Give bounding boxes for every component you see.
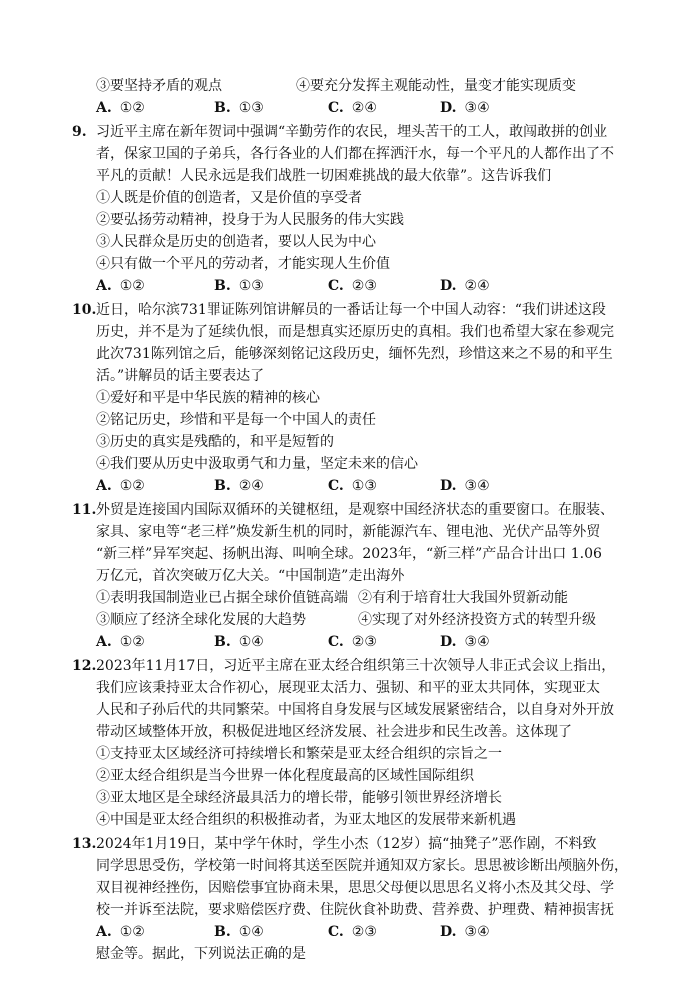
q11-stem-line: “新三样”异军突起、扬帆出海、叫响全球。2023年，“新三样”产品合计出口 1.06 [96, 546, 602, 562]
q10-item-3: ③历史的真实是残酷的，和平是短暂的 [96, 434, 334, 450]
q9-option-d[interactable]: D. ②④ [440, 278, 490, 294]
q11-stem-line: 家具、家电等“老三样”焕发新生机的同时，新能源汽车、锂电池、光伏产品等外贸 [96, 524, 601, 540]
q10-stem-line: 此次731陈列馆之后，能够深刻铭记这段历史，缅怀先烈，珍惜这来之不易的和平生 [96, 346, 613, 362]
q10-option-b[interactable]: B. ②④ [214, 478, 264, 494]
q11-item-3: ③顺应了经济全球化发展的大趋势 [96, 612, 306, 628]
q9-item-3: ③人民群众是历史的创造者，要以人民为中心 [96, 234, 376, 250]
q9-option-a[interactable]: A. ①② [96, 278, 145, 294]
q11-item-1: ①表明我国制造业已占据全球价值链高端 [96, 590, 348, 606]
q8-option-d[interactable]: D. ③④ [440, 100, 490, 116]
q9-number: 9. [72, 124, 87, 140]
q9-stem-line: 平凡的贡献！人民永远是我们战胜一切困难挑战的最大依靠”。这告诉我们 [96, 168, 552, 184]
q10-options [96, 476, 616, 498]
q10-item-1: ①爱好和平是中华民族的精神的核心 [96, 390, 320, 406]
q13-stem-line: 2024年1月19日，某中学午休时，学生小杰（12岁）搞“抽凳子”恶作剧，不料致 [96, 836, 597, 852]
q12-item-1: ①支持亚太区域经济可持续增长和繁荣是亚太经合组织的宗旨之一 [96, 746, 502, 762]
q8-item-4: ④要充分发挥主观能动性，量变才能实现质变 [296, 78, 576, 94]
q8-item-3: ③要坚持矛盾的观点 [96, 78, 222, 94]
q9-stem-line: 习近平主席在新年贺词中强调“辛勤劳作的农民，埋头苦干的工人，敢闯敢拼的创业 [96, 124, 608, 140]
q9-item-1: ①人既是价值的创造者，又是价值的享受者 [96, 190, 362, 206]
q8-options [96, 98, 616, 120]
q12-stem-line: 带动区域整体开放，积极促进地区经济发展、社会进步和民生改善。这体现了 [96, 724, 572, 740]
q11-stem-line: 外贸是连接国内国际双循环的关键枢纽，是观察中国经济状态的重要窗口。在服装、 [96, 502, 614, 518]
q12-option-a[interactable]: A. ①② [96, 924, 145, 940]
q12-options [96, 922, 616, 944]
q10-stem-line: 历史，并不是为了延续仇恨，而是想真实还原历史的真相。我们也希望大家在参观完 [96, 324, 614, 340]
q12-stem-line: 2023年11月17日，习近平主席在亚太经合组织第三十次领导人非正式会议上指出， [96, 658, 616, 674]
q12-option-c[interactable]: C. ②③ [328, 924, 377, 940]
q10-item-4: ④我们要从历史中汲取勇气和力量，坚定未来的信心 [96, 456, 418, 472]
q11-option-c[interactable]: C. ②③ [328, 634, 377, 650]
q9-stem-line: 者，保家卫国的子弟兵，各行各业的人们都在挥洒汗水，每一个平凡的人都作出了不 [96, 146, 614, 162]
q13-stem-line: 校一并诉至法院，要求赔偿医疗费、住院伙食补助费、营养费、护理费、精神损害抚 [96, 902, 614, 918]
q8-option-c[interactable]: C. ②④ [328, 100, 377, 116]
q9-item-4: ④只有做一个平凡的劳动者，才能实现人生价值 [96, 256, 390, 272]
q10-option-d[interactable]: D. ③④ [440, 478, 490, 494]
q10-stem-line: 活。”讲解员的话主要表达了 [96, 368, 265, 384]
q10-stem-line: 近日，哈尔滨731罪证陈列馆讲解员的一番话让每一个中国人动容：“我们讲述这段 [96, 302, 606, 318]
q11-option-a[interactable]: A. ①② [96, 634, 145, 650]
q9-item-2: ②要弘扬劳动精神，投身于为人民服务的伟大实践 [96, 212, 404, 228]
q12-stem-line: 我们应该秉持亚太合作初心，展现亚太活力、强韧、和平的亚太共同体，实现亚太 [96, 680, 600, 696]
q12-option-d[interactable]: D. ③④ [440, 924, 490, 940]
q12-number: 12. [72, 658, 97, 674]
q11-option-b[interactable]: B. ①④ [214, 634, 264, 650]
q8-option-b[interactable]: B. ①③ [214, 100, 264, 116]
q11-item-4: ④实现了对外经济投资方式的转型升级 [358, 612, 596, 628]
q13-stem-line: 双目视神经挫伤，因赔偿事宜协商未果，思思父母便以思思名义将小杰及其父母、学 [96, 880, 614, 896]
q12-item-3: ③亚太地区是全球经济最具活力的增长带，能够引领世界经济增长 [96, 790, 502, 806]
q9-option-b[interactable]: B. ①③ [214, 278, 264, 294]
q11-option-d[interactable]: D. ③④ [440, 634, 490, 650]
q10-number: 10. [72, 302, 97, 318]
q10-option-c[interactable]: C. ①③ [328, 478, 377, 494]
q13-stem-line: 同学思思受伤，学校第一时间将其送至医院并通知双方家长。思思被诊断出颅脑外伤， [96, 858, 628, 874]
q11-item-2: ②有利于培育壮大我国外贸新动能 [358, 590, 568, 606]
q10-option-a[interactable]: A. ①② [96, 478, 145, 494]
q12-item-2: ②亚太经合组织是当今世界一体化程度最高的区域性国际组织 [96, 768, 474, 784]
q13-stem-line: 慰金等。据此，下列说法正确的是 [96, 946, 306, 962]
q12-option-b[interactable]: B. ①④ [214, 924, 264, 940]
q9-options [96, 276, 616, 298]
q11-stem-line: 万亿元，首次突破万亿大关。“中国制造”走出海外 [96, 568, 405, 584]
q12-stem-line: 人民和子孙后代的共同繁荣。中国将自身发展与区域发展紧密结合，以自身对外开放 [96, 702, 614, 718]
q8-option-a[interactable]: A. ①② [96, 100, 145, 116]
q9-option-c[interactable]: C. ②③ [328, 278, 377, 294]
q11-number: 11. [72, 502, 97, 518]
q11-options [96, 632, 616, 654]
q10-item-2: ②铭记历史，珍惜和平是每一个中国人的责任 [96, 412, 376, 428]
q12-item-4: ④中国是亚太经合组织的积极推动者，为亚太地区的发展带来新机遇 [96, 812, 516, 828]
q13-number: 13. [72, 836, 97, 852]
